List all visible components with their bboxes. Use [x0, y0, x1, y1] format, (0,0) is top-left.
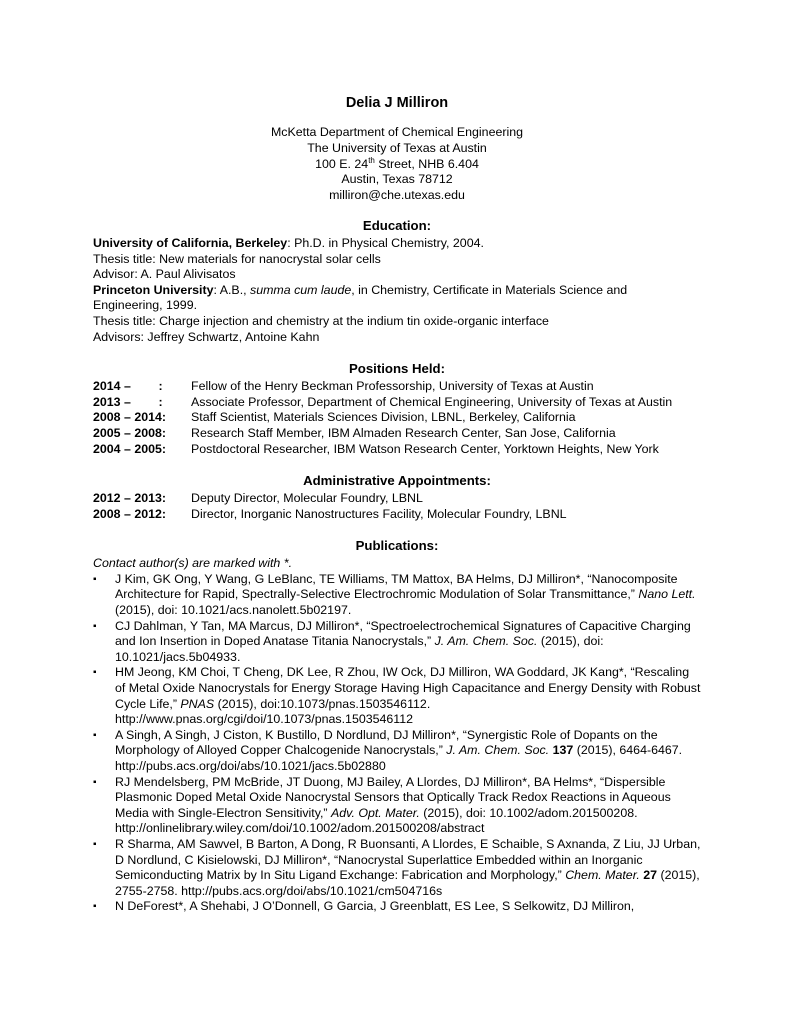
- email: milliron@che.utexas.edu: [329, 188, 465, 203]
- appointment-row: 2008 – 2012: Director, Inorganic Nanostructures Facility, Molecular Foundry, LBNL: [93, 506, 567, 521]
- publication-item: ▪ CJ Dahlman, Y Tan, MA Marcus, DJ Milliron*, “Spectroelectrochemical Signatures of Capacitive Charging and Ion Insertion in Doped Anatase Titania Nanocrystals,” J. Am. Chem. Soc. (2015), doi: 10.1021/jacs.5b04933.: [93, 618, 691, 664]
- bullet-icon: ▪: [93, 729, 97, 741]
- education-heading: Education:: [362, 217, 432, 233]
- cv-page: [93, 94, 701, 915]
- position-row: 2004 – 2005: Postdoctoral Researcher, IBM Watson Research Center, Yorktown Heights, New York: [93, 441, 659, 456]
- appointments-list: [93, 491, 701, 522]
- princeton-advisors: Advisors: Jeffrey Schwartz, Antoine Kahn: [93, 329, 320, 344]
- position-row: 2008 – 2014: Staff Scientist, Materials Sciences Division, LBNL, Berkeley, California: [93, 410, 576, 425]
- berkeley-entry: University of California, Berkeley: Ph.D. in Physical Chemistry, 2004.: [93, 235, 484, 250]
- position-row: 2014 – : Fellow of the Henry Beckman Professorship, University of Texas at Austin: [93, 379, 594, 394]
- education-section: [93, 236, 701, 345]
- publications-note: Contact author(s) are marked with *.: [93, 556, 293, 571]
- bullet-icon: ▪: [93, 838, 97, 850]
- berkeley-advisor: Advisor: A. Paul Alivisatos: [93, 267, 236, 282]
- publication-item: ▪ N DeForest*, A Shehabi, J O’Donnell, G Garcia, J Greenblatt, ES Lee, S Selkowitz, DJ Milliron,: [93, 899, 635, 914]
- cv-name: Delia J Milliron: [345, 95, 449, 111]
- bullet-icon: ▪: [93, 667, 97, 679]
- appointment-row: 2012 – 2013: Deputy Director, Molecular Foundry, LBNL: [93, 491, 423, 506]
- bullet-icon: ▪: [93, 901, 97, 913]
- contact-block: [93, 125, 701, 204]
- department: McKetta Department of Chemical Engineering: [270, 125, 524, 139]
- publication-item: ▪ HM Jeong, KM Choi, T Cheng, DK Lee, R Zhou, IW Ock, DJ Milliron, WA Goddard, JK Kang*, “Rescaling of Metal Oxide Nanocrystals for Energy Storage Having High Capacitance and Energy Density with Robust Cycle Life,” PNAS (2015), doi:10.1073/pnas.1503546112. http://www.pnas.org/cgi/doi/10.1073/pnas.1503546112: [93, 665, 701, 727]
- publications-list: [93, 572, 701, 915]
- university: The University of Texas at Austin: [307, 140, 487, 155]
- bullet-icon: ▪: [93, 776, 97, 788]
- city: Austin, Texas 78712: [341, 172, 453, 187]
- street-address: 100 E. 24th Street, NHB 6.404: [315, 155, 479, 171]
- publications-heading: Publications:: [355, 538, 439, 554]
- princeton-entry: Princeton University: A.B., summa cum laude, in Chemistry, Certificate in Materials Science and Engineering, 1999.: [93, 282, 628, 313]
- bullet-icon: ▪: [93, 620, 97, 632]
- positions-heading: Positions Held:: [349, 361, 445, 377]
- publication-item: ▪ A Singh, A Singh, J Ciston, K Bustillo, D Nordlund, DJ Milliron*, “Synergistic Role of Dopants on the Morphology of Alloyed Copper Chalcogenide Nanocrystals,” J. Am. Chem. Soc. 137 (2015), 6464-6467. http://pubs.acs.org/doi/abs/10.1021/jacs.5b02880: [93, 727, 683, 774]
- bullet-icon: ▪: [93, 573, 97, 585]
- position-row: 2005 – 2008: Research Staff Member, IBM Almaden Research Center, San Jose, California: [93, 425, 616, 440]
- positions-list: [93, 379, 701, 457]
- publication-item: ▪ R Sharma, AM Sawvel, B Barton, A Dong, R Buonsanti, A Llordes, E Schaible, S Axnanda, Z Liu, JJ Urban, D Nordlund, C Kisielowski, DJ Milliron*, “Nanocrystal Superlattice Embedded within an Inorganic Semiconducting Matrix by In Situ Ligand Exchange: Fabrication and Morphology,” Chem. Mater. 27 (2015), 2755-2758. http://pubs.acs.org/doi/abs/10.1021/cm504716s: [93, 836, 701, 898]
- publication-item: ▪ RJ Mendelsberg, PM McBride, JT Duong, MJ Bailey, A Llordes, DJ Milliron*, BA Helms*, “Dispersible Plasmonic Doped Metal Oxide Nanocrystal Sensors that Optically Track Redox Reactions in Aqueous Media with Single-Electron Sensitivity,” Adv. Opt. Mater. (2015), doi: 10.1002/adom.201500208. http://onlinelibrary.wiley.com/doi/10.1002/adom.201500208/abstract: [93, 774, 671, 836]
- princeton-thesis: Thesis title: Charge injection and chemistry at the indium tin oxide-organic interface: [93, 313, 549, 328]
- publication-item: ▪ J Kim, GK Ong, Y Wang, G LeBlanc, TE Williams, TM Mattox, BA Helms, DJ Milliron*, “Nanocomposite Architecture for Rapid, Spectrally-Selective Electrochromic Modulation of Solar Transmittance,” Nano Lett. (2015), doi: 10.1021/acs.nanolett.5b02197.: [93, 571, 696, 618]
- berkeley-thesis: Thesis title: New materials for nanocrystal solar cells: [93, 251, 381, 266]
- appointments-heading: Administrative Appointments:: [303, 473, 491, 489]
- position-row: 2013 – : Associate Professor, Department of Chemical Engineering, University of Texas at Austin: [93, 394, 673, 409]
